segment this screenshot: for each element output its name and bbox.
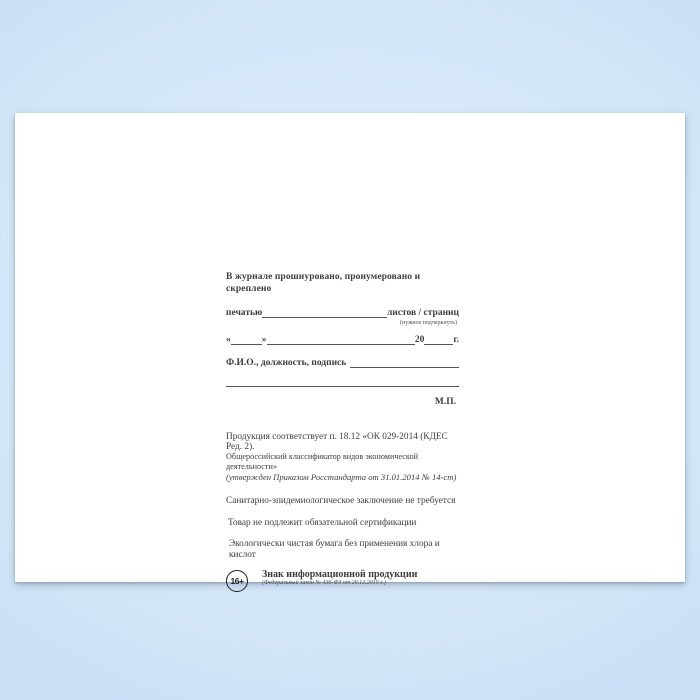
day-blank bbox=[231, 342, 262, 345]
month-blank bbox=[267, 342, 415, 345]
year-suffix: г. bbox=[453, 335, 459, 345]
quote-close: » bbox=[261, 335, 267, 345]
age-mark-title: Знак информационной продукции bbox=[262, 569, 418, 580]
sanitary-statement: Санитарно-эпидемиологическое заключение не требуется bbox=[226, 496, 456, 506]
date-row bbox=[226, 334, 459, 346]
sheets-pages-label: листов / страниц bbox=[386, 308, 459, 318]
quote-open: « bbox=[226, 335, 231, 345]
compliance-line-3: (утвержден Приказом Росстандарта от 31.01.2014 № 14-ст) bbox=[226, 472, 457, 482]
signature-blank bbox=[350, 365, 459, 368]
year-blank bbox=[424, 342, 453, 345]
name-position-label: Ф.И.О., должность, подпись bbox=[226, 358, 347, 368]
extra-signature-blank bbox=[226, 384, 459, 387]
name-position-signature-row bbox=[226, 357, 459, 369]
imprint-text-block bbox=[226, 271, 459, 592]
age-mark-law-reference: (Федеральный закон № 436-ФЗ от 29.12.2010 г.) bbox=[262, 580, 386, 586]
binding-statement-line: В журнале прошнуровано, пронумеровано и скреплено bbox=[226, 272, 421, 294]
year-prefix: 20 bbox=[414, 335, 425, 345]
age-mark-text bbox=[262, 569, 417, 587]
age-16-plus-icon: 16+ bbox=[226, 570, 248, 592]
seal-sheets-row bbox=[226, 307, 459, 319]
sheets-count-blank bbox=[262, 315, 387, 318]
seal-place-abbr: М.П. bbox=[434, 397, 456, 407]
compliance-line-1: Продукция соответствует п. 18.12 «ОК 029-2014 (КДЕС Ред. 2). bbox=[226, 432, 448, 452]
sealed-label: печатью bbox=[226, 308, 263, 318]
certification-statement: Товар не подлежит обязательной сертификации bbox=[228, 518, 417, 528]
age-mark-row bbox=[226, 569, 459, 592]
eco-paper-statement: Экологически чистая бумага без применения хлора и кислот bbox=[229, 539, 440, 560]
compliance-block bbox=[226, 432, 459, 482]
underline-note: (нужное подчеркнуть) bbox=[400, 320, 457, 326]
journal-back-page bbox=[15, 113, 685, 586]
compliance-line-2: Общероссийский классификатор видов экономической деятельности» bbox=[226, 452, 418, 471]
